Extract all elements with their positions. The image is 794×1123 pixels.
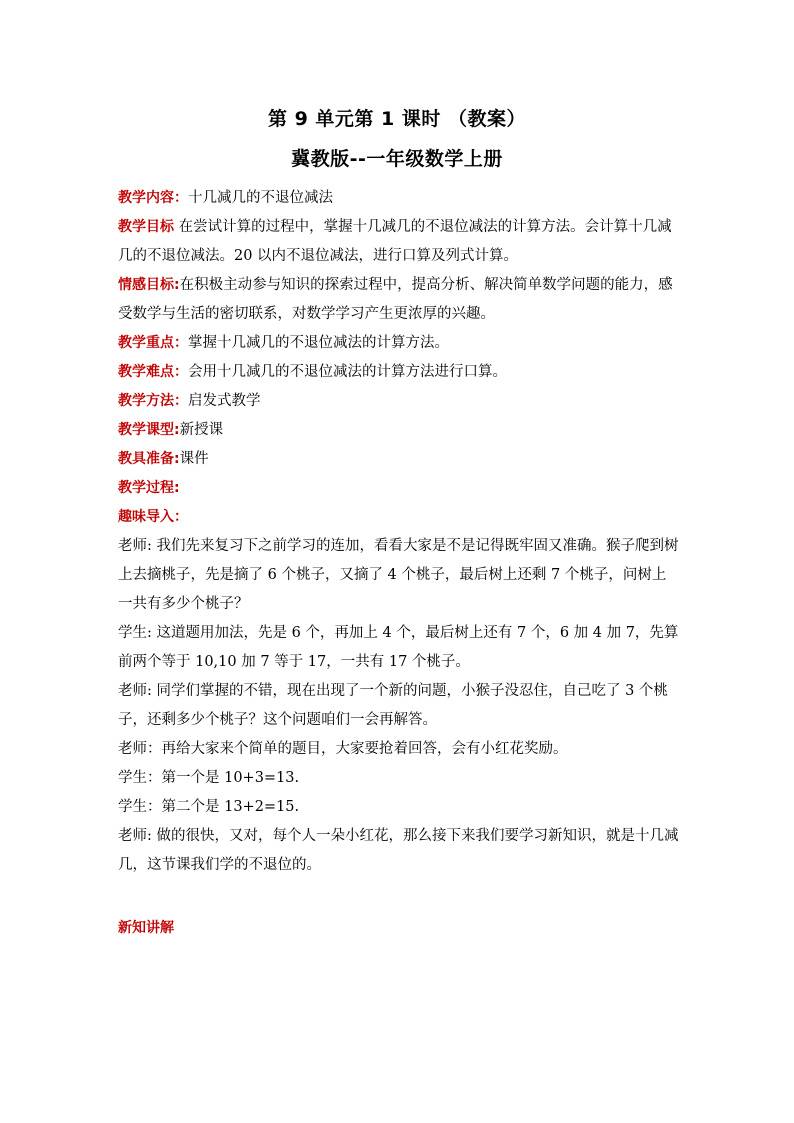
field-text: 课件 [179,451,209,467]
dialogue-paragraph: 老师: 我们先来复习下之前学习的连加，看看大家是不是记得既牢固又准确。猴子爬到树上去摘桃子，先是摘了 6 个桃子，又摘了 4 个桃子，最后树上还剩 7 个桃子，问树上一共有多少个桃子？ [118,538,679,612]
field-tools [118,445,680,474]
process-heading [118,474,680,503]
field-text: 在尝试计算的过程中，掌握十几减几的不退位减法的计算方法。会计算十几减几的不退位减法。20 以内不退位减法，进行口算及列式计算。 [118,219,672,264]
field-label: 教具准备: [118,451,180,467]
blank-line [118,880,680,914]
field-label: 教学目标 [118,219,174,235]
field-method [118,387,680,416]
field-goal [118,213,680,271]
document-body [118,184,680,943]
field-label: 教学重点： [118,335,188,351]
dialogue-paragraph: 学生: 这道题用加法，先是 6 个，再加上 4 个，最后树上还有 7 个，6 加 4 加 7，先算前两个等于 10,10 加 7 等于 17，一共有 17 个桃子。 [118,625,679,670]
field-type [118,416,680,445]
dialogue-paragraph: 老师: 同学们掌握的不错，现在出现了一个新的问题，小猴子没忍住，自己吃了 3 个桃子，还剩多少个桃子？这个问题咱们一会再解答。 [118,683,668,728]
dialogue-paragraph: 老师：再给大家来个简单的题目，大家要抢着回答，会有小红花奖励。 [118,741,568,757]
section-label: 趣味导入： [118,509,188,525]
field-text: 掌握十几减几的不退位减法的计算方法。 [188,335,449,351]
document-title: 第 9 单元第 1 课时 （教案） [267,108,526,130]
new-knowledge-heading [118,914,680,943]
document-subtitle: 冀教版--一年级数学上册 [291,148,503,170]
section-label: 新知讲解 [118,920,174,936]
intro-heading [118,503,680,532]
field-difficulty [118,358,680,387]
field-emotion [118,271,680,329]
dialogue-paragraph: 学生：第二个是 13+2=15. [118,799,300,815]
field-content [118,184,680,213]
field-key [118,329,680,358]
field-text: 新授课 [179,422,224,438]
field-label: 教学课型: [118,422,180,438]
section-label: 教学过程: [118,480,180,496]
field-text: 十几减几的不退位减法 [188,190,333,206]
field-label: 教学方法： [118,393,188,409]
field-label: 情感目标: [118,277,180,293]
field-text: 会用十几减几的不退位减法的计算方法进行口算。 [188,364,507,380]
dialogue-paragraph: 老师: 做的很快，又对，每个人一朵小红花，那么接下来我们要学习新知识，就是十几减几，这节课我们学的不退位的。 [118,828,679,873]
field-text: 启发式教学 [188,393,261,409]
dialogue-paragraph: 学生：第一个是 10+3=13. [118,770,300,786]
field-label: 教学难点： [118,364,188,380]
field-text: 在积极主动参与知识的探索过程中，提高分析、解决简单数学问题的能力，感受数学与生活的密切联系，对数学学习产生更浓厚的兴趣。 [118,277,673,322]
field-label: 教学内容： [118,190,188,206]
